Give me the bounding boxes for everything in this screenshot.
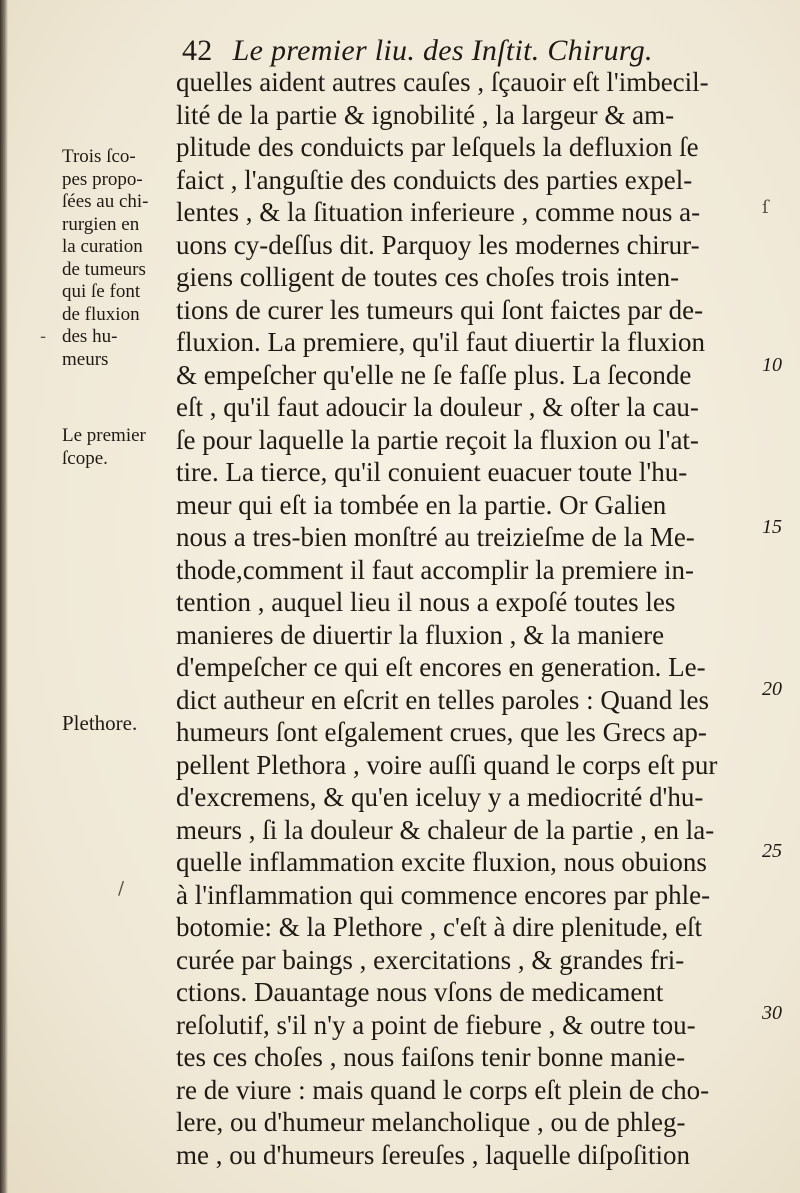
text-line: reſolutif, s'il n'y a point de fiebure , & outre tou- [176, 1009, 696, 1040]
margin-note-line: la curation [62, 236, 143, 257]
margin-note-line: Plethore. [62, 711, 138, 735]
text-line: humeurs ſont eſgalement crues, que les Grecs ap- [176, 717, 707, 747]
text-line: eſt , qu'il faut adoucir la douleur , & oſter la cau- [176, 392, 699, 422]
margin-note-line: de tumeurs [62, 258, 146, 280]
stray-mark: / [118, 878, 125, 899]
margin-note-three-scopes [62, 146, 174, 371]
text-line: meurs , ſi la douleur & chaleur de la partie , en la- [176, 814, 715, 845]
text-line: d'excremens, & qu'en iceluy y a mediocrité d'hu- [176, 782, 704, 812]
margin-note-line: rurgien en [62, 213, 140, 235]
text-line: uons cy-deſſus dit. Parquoy les modernes chirur- [176, 229, 700, 260]
text-line: re de viure : mais quand le corps eſt plein de cho- [176, 1074, 710, 1105]
margin-note-line: ſcope. [62, 447, 108, 469]
text-line: d'empeſcher ce qui eſt encores en generation. Le- [176, 652, 706, 682]
text-line: me , ou d'humeurs ſereuſes , laquelle diſpoſition [176, 1139, 691, 1170]
line-number: 15 [762, 516, 782, 538]
text-line: fluxion. La premiere, qu'il faut diuertir la fluxion [176, 327, 705, 357]
page-binding-edge [0, 0, 8, 1193]
text-line: à l'inflammation qui commence encores par phle- [176, 879, 711, 910]
margin-note-line: Le premier [62, 425, 146, 446]
text-line: tention , auquel lieu il nous a expoſé toutes les [176, 587, 676, 617]
line-number: 20 [762, 678, 782, 700]
margin-note-line: ſées au chi- [62, 191, 149, 212]
text-line: tes ces choſes , nous faiſons tenir bonne manie- [176, 1042, 686, 1072]
text-line: thode,comment il faut accomplir la premiere in- [176, 554, 695, 585]
margin-note-first-scope [62, 425, 174, 470]
margin-note-line: Trois ſco- [62, 146, 136, 167]
text-line: botomie: & la Plethore , c'eſt à dire plenitude, eſt [176, 912, 702, 942]
text-line: manieres de diuertir la fluxion , & la maniere [176, 619, 665, 650]
text-line: quelle inflammation excite fluxion, nous obuions [176, 847, 707, 877]
text-line: tire. La tierce, qu'il conuient euacuer toute l'hu- [176, 457, 688, 487]
text-line: lere, ou d'humeur melancholique , ou de phleg- [176, 1107, 686, 1137]
text-line: lentes , & la ſituation inferieure , comme nous a- [176, 197, 701, 227]
line-number: 30 [762, 1002, 782, 1024]
margin-note-plethore [62, 712, 174, 735]
margin-note-line: de fluxion [62, 303, 140, 325]
text-line: giens colligent de toutes ces choſes trois inten- [176, 262, 680, 292]
text-line: lité de la partie & ignobilité , la largeur & am- [176, 99, 675, 130]
text-line: curée par baings , exercitations , & grandes fri- [176, 944, 685, 975]
text-line: ctions. Dauantage nous vſons de medicament [176, 977, 664, 1007]
text-line: meur qui eſt ia tombée en la partie. Or Galien [176, 489, 667, 520]
line-number: 10 [762, 354, 782, 376]
text-line: plitude des conduicts par leſquels la defluxion ſe [176, 132, 699, 162]
stray-mark: - [40, 326, 47, 347]
page-number: 42 [182, 34, 213, 67]
text-line: faict , l'anguſtie des conduicts des parties expel- [176, 164, 693, 195]
text-line: ſe pour laquelle la partie reçoit la fluxion ou l'at- [176, 424, 699, 455]
margin-note-line: pes propo- [62, 168, 143, 190]
stray-mark: ſ [762, 197, 769, 218]
margin-note-line: meurs [62, 348, 109, 370]
text-line: dict autheur en eſcrit en telles paroles : Quand les [176, 684, 710, 715]
text-line: & empeſcher qu'elle ne ſe faſſe plus. La ſeconde [176, 359, 692, 390]
text-line: nous a tres-bien monſtré au treizieſme de la Me- [176, 522, 695, 552]
main-text-block [176, 66, 796, 1171]
running-title: Le premier liu. des Inſtit. Chirurg. [232, 34, 653, 67]
margin-note-line: qui ſe font [62, 281, 141, 302]
text-line: tions de curer les tumeurs qui ſont faictes par de- [176, 294, 704, 325]
line-number: 25 [762, 840, 782, 862]
margin-note-line: des hu- [62, 326, 118, 347]
text-line: quelles aident autres cauſes , ſçauoir eſt l'imbecil- [176, 67, 709, 97]
text-line: pellent Plethora , voire auſſi quand le corps eſt pur [176, 749, 718, 780]
